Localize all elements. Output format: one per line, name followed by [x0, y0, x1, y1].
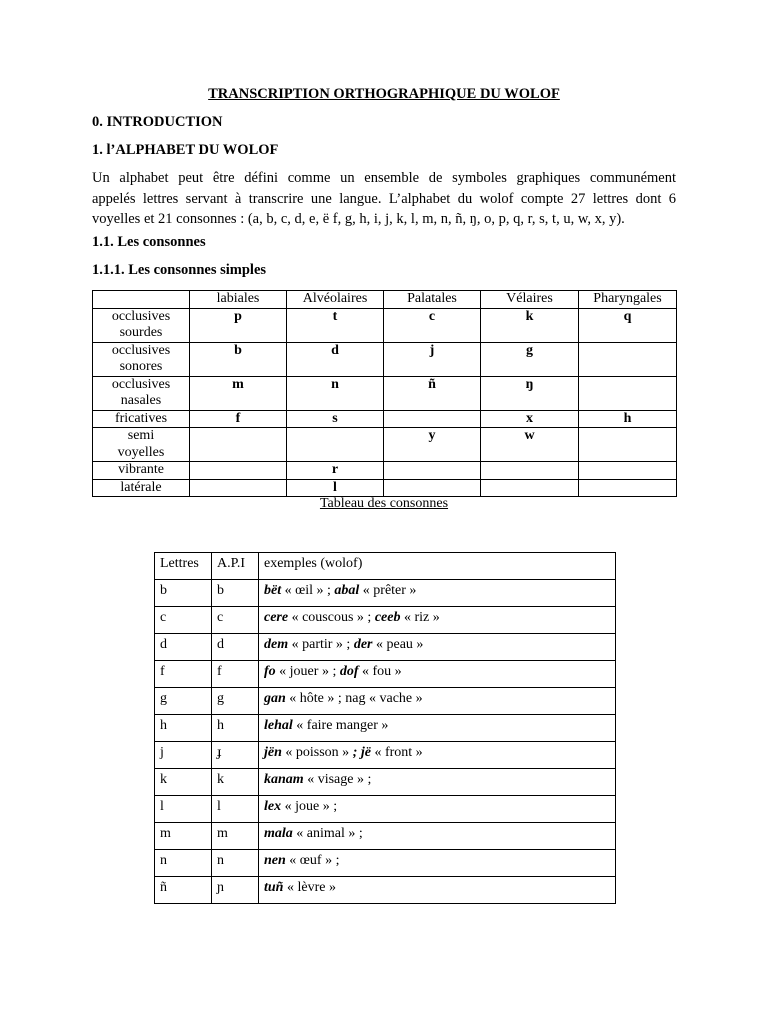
consonant-cell [579, 342, 677, 376]
letter-cell: b [155, 580, 212, 607]
consonants-table-caption: Tableau des consonnes [319, 496, 449, 511]
example-cell [259, 661, 616, 688]
api-cell: h [212, 715, 259, 742]
consonants-header-cell: Pharyngales [579, 291, 677, 309]
example-cell [259, 850, 616, 877]
wolof-word: bët [264, 583, 282, 598]
gloss-text: « visage » ; [303, 772, 372, 787]
wolof-word: fo [264, 664, 276, 679]
consonant-class-label: occlusives sourdes [93, 308, 190, 342]
letter-cell: k [155, 769, 212, 796]
gloss-text: « fou » [358, 664, 402, 679]
wolof-word: gan [264, 691, 286, 706]
wolof-word: jën [264, 745, 282, 760]
api-cell: l [212, 796, 259, 823]
examples-table [154, 552, 616, 904]
examples-row [155, 742, 616, 769]
intro-line: voyelles et 21 consonnes : (a, b, c, d, e, ë f, g, h, i, j, k, l, m, n, ñ, ŋ, o, p, q, r, s, t, u, w, x, y). [92, 211, 625, 227]
consonant-cell: ŋ [481, 376, 579, 410]
example-cell [259, 634, 616, 661]
api-cell: b [212, 580, 259, 607]
consonants-row [93, 342, 677, 376]
section-heading-alphabet: 1. l’ALPHABET DU WOLOF [92, 142, 279, 158]
consonant-cell [579, 479, 677, 497]
example-cell [259, 742, 616, 769]
gloss-text: « poisson » [281, 745, 353, 760]
api-cell: g [212, 688, 259, 715]
consonant-cell [481, 462, 579, 480]
letter-cell: j [155, 742, 212, 769]
wolof-word: mala [264, 826, 293, 841]
wolof-word: cere [264, 610, 289, 625]
gloss-text: « prêter » [359, 583, 417, 598]
consonants-row [93, 308, 677, 342]
consonant-cell: q [579, 308, 677, 342]
wolof-word: nen [264, 853, 286, 868]
consonant-cell: h [579, 410, 677, 428]
consonants-row [93, 376, 677, 410]
consonant-cell [579, 462, 677, 480]
consonants-row [93, 462, 677, 480]
consonant-cell [384, 410, 481, 428]
consonant-cell [190, 428, 287, 462]
wolof-word: kanam [264, 772, 304, 787]
examples-row [155, 580, 616, 607]
wolof-word: lex [264, 799, 282, 814]
examples-header-row [155, 553, 616, 580]
api-cell: c [212, 607, 259, 634]
consonants-row [93, 428, 677, 462]
gloss-text: « animal » ; [292, 826, 363, 841]
example-cell [259, 877, 616, 904]
intro-paragraph [92, 168, 676, 230]
wolof-word: ; jë [352, 745, 371, 760]
example-cell [259, 823, 616, 850]
gloss-text: « riz » [400, 610, 440, 625]
consonants-row [93, 410, 677, 428]
examples-row [155, 877, 616, 904]
consonant-cell: l [287, 479, 384, 497]
examples-row [155, 634, 616, 661]
examples-row [155, 607, 616, 634]
gloss-text: « œuf » ; [285, 853, 340, 868]
examples-header-cell: exemples (wolof) [259, 553, 616, 580]
consonant-cell [481, 479, 579, 497]
gloss-text: « œil » ; [281, 583, 335, 598]
example-cell [259, 607, 616, 634]
wolof-word: tuñ [264, 880, 284, 895]
letter-cell: c [155, 607, 212, 634]
consonant-cell: n [287, 376, 384, 410]
examples-row [155, 769, 616, 796]
api-cell: n [212, 850, 259, 877]
wolof-word: der [353, 637, 373, 652]
consonant-cell: y [384, 428, 481, 462]
consonant-class-label: vibrante [93, 462, 190, 480]
gloss-text: « peau » [372, 637, 424, 652]
consonant-cell: ñ [384, 376, 481, 410]
consonant-cell: w [481, 428, 579, 462]
consonant-cell: f [190, 410, 287, 428]
consonant-cell [287, 428, 384, 462]
consonant-cell: k [481, 308, 579, 342]
consonants-header-cell [93, 291, 190, 309]
consonant-class-label: latérale [93, 479, 190, 497]
section-heading-consonnes-simples: 1.1.1. Les consonnes simples [92, 262, 267, 278]
letter-cell: m [155, 823, 212, 850]
gloss-text: « hôte » ; nag « vache » [285, 691, 423, 706]
examples-row [155, 823, 616, 850]
letter-cell: h [155, 715, 212, 742]
letter-cell: d [155, 634, 212, 661]
consonant-cell: p [190, 308, 287, 342]
consonant-cell: g [481, 342, 579, 376]
consonant-cell: j [384, 342, 481, 376]
gloss-text: « couscous » ; [288, 610, 375, 625]
wolof-word: ceeb [374, 610, 401, 625]
consonant-cell [384, 479, 481, 497]
consonants-header-cell: Vélaires [481, 291, 579, 309]
consonant-class-label: occlusives sonores [93, 342, 190, 376]
intro-line: appelés lettres servant à transcrire une langue. L’alphabet du wolof compte 27 lettres dont 6 [92, 190, 676, 207]
consonants-header-cell: labiales [190, 291, 287, 309]
consonant-cell [579, 428, 677, 462]
examples-row [155, 661, 616, 688]
consonants-header-cell: Palatales [384, 291, 481, 309]
gloss-text: « lèvre » [283, 880, 336, 895]
example-cell [259, 688, 616, 715]
consonant-class-label: fricatives [93, 410, 190, 428]
gloss-text: « joue » ; [281, 799, 338, 814]
document-title: TRANSCRIPTION ORTHOGRAPHIQUE DU WOLOF [208, 86, 560, 102]
consonant-cell [190, 462, 287, 480]
wolof-word: abal [334, 583, 360, 598]
consonant-cell: m [190, 376, 287, 410]
examples-header-cell: A.P.I [212, 553, 259, 580]
consonant-cell: b [190, 342, 287, 376]
consonant-cell: x [481, 410, 579, 428]
examples-row [155, 688, 616, 715]
letter-cell: l [155, 796, 212, 823]
consonants-table [92, 290, 677, 497]
consonant-class-label: semi voyelles [93, 428, 190, 462]
api-cell: ɟ [212, 742, 259, 769]
examples-row [155, 796, 616, 823]
consonant-cell: d [287, 342, 384, 376]
example-cell [259, 715, 616, 742]
consonant-cell [579, 376, 677, 410]
examples-row [155, 715, 616, 742]
consonants-header-cell: Alvéolaires [287, 291, 384, 309]
section-heading-consonnes: 1.1. Les consonnes [92, 234, 206, 250]
example-cell [259, 796, 616, 823]
letter-cell: g [155, 688, 212, 715]
api-cell: ɲ [212, 877, 259, 904]
wolof-word: dem [264, 637, 289, 652]
consonant-cell [384, 462, 481, 480]
example-cell [259, 769, 616, 796]
api-cell: f [212, 661, 259, 688]
gloss-text: « partir » ; [288, 637, 354, 652]
consonants-header-row [93, 291, 677, 309]
gloss-text: « front » [370, 745, 423, 760]
gloss-text: « jouer » ; [275, 664, 340, 679]
examples-header-cell: Lettres [155, 553, 212, 580]
consonant-cell: r [287, 462, 384, 480]
examples-row [155, 850, 616, 877]
section-heading-introduction: 0. INTRODUCTION [92, 114, 223, 130]
consonant-cell: c [384, 308, 481, 342]
example-cell [259, 580, 616, 607]
consonants-row [93, 479, 677, 497]
letter-cell: f [155, 661, 212, 688]
consonant-cell: t [287, 308, 384, 342]
api-cell: m [212, 823, 259, 850]
letter-cell: ñ [155, 877, 212, 904]
api-cell: d [212, 634, 259, 661]
wolof-word: lehal [264, 718, 293, 733]
gloss-text: « faire manger » [292, 718, 389, 733]
consonant-class-label: occlusives nasales [93, 376, 190, 410]
api-cell: k [212, 769, 259, 796]
consonant-cell [190, 479, 287, 497]
wolof-word: dof [339, 664, 359, 679]
intro-line: Un alphabet peut être défini comme un ensemble de symboles graphiques communément [92, 170, 676, 186]
consonant-cell: s [287, 410, 384, 428]
letter-cell: n [155, 850, 212, 877]
